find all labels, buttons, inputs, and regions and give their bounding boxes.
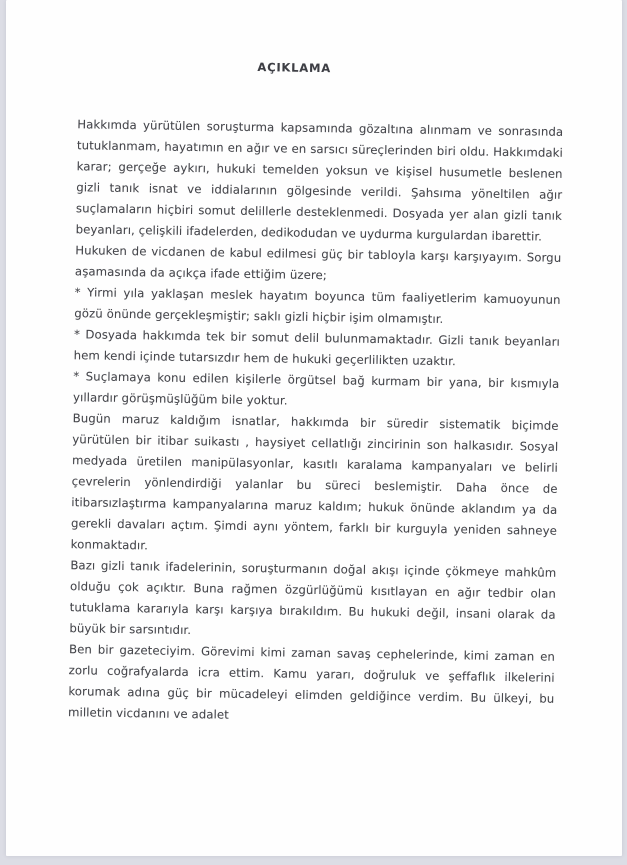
bullet-item: * Suçlamaya konu edilen kişilerle örgütsel bağ kurmam bir yana, bir kısmıyla yıllardır görüşmüşlüğüm bile yoktur. bbox=[72, 369, 560, 408]
bullet-item: * Yirmi yıla yaklaşan meslek hayatım boyunca tüm faaliyetlerim kamuoyunun gözü önünde gerçekleşmiştir; saklı gizli hiçbir işim olmamıştır. bbox=[74, 285, 561, 326]
document-paragraph: Bazı gizli tanık ifadelerinin, soruşturmanın doğal akışı içinde çökmeye mahkûm olduğu çok açıktır. Buna rağmen özgürlüğümü kısıtlayan en ağır tedbir olan tutuklama kararıyla karşı karşıya bırakıldım. Bu hukuki değil, insani olarak da büyük bir sarsıntıdır. bbox=[69, 558, 557, 638]
document-paragraph: Ben bir gazeteciyim. Görevimi kimi zaman savaş cephelerinde, kimi zaman en zorlu coğrafyalarda icra ettim. Kamu yararı, doğruluk ve şeffaflık ilkelerini korumak adına güç bir mücadeleyi elimden geldiğince verdim. Bu ülkeyi, bu milletin vicdanını ve adalet bbox=[67, 642, 556, 722]
bullet-item: * Dosyada hakkımda tek bir somut delil bulunmamaktadır. Gizli tanık beyanları hem kendi içinde tutarsızdır hem de hukuki geçerlilikten uzaktır. bbox=[73, 327, 561, 369]
document-text-block bbox=[68, 0, 565, 731]
document-paragraph: Bugün maruz kaldığım isnatlar, hakkımda bir süredir sistematik biçimde yürütülen bir itibar suikastı , haysiyet cellatlığı zincirinin son halkasıdır. Sosyal medyada üretilen manipülasyonlar, kasıtlı karalama kampanyaları ve belirli çevrelerin yönlendirdiği yalanlar bu süreci beslemiştir. Daha önce de itibarsızlaştırma kampanyalarına maruz kaldım; hukuk önünde aklandım ya da gerekli davaları açtım. Şimdi aynı yöntem, farklı bir kurguyla yeniden sahneye konmaktadır. bbox=[70, 411, 559, 553]
document-paragraph: Hakkımda yürütülen soruşturma kapsamında gözaltına alınmam ve sonrasında tutuklanmam, hayatımın en ağır ve en sarsıcı süreçlerinden biri oldu. Hakkımdaki karar; gerçeğe aykırı, hukuki temelden yoksun ve kişisel husumetle beslenen gizli tanık isnat ve iddialarının gölgesinde verildi. Şahsıma yöneltilen ağır suçlamaların hiçbiri somut delillerle desteklenmedi. Dosyada yer alan gizli tanık beyanları, çelişkili ifadelerden, dedikodudan ve uydurma kurgulardan ibarettir. bbox=[75, 117, 564, 244]
document-paragraph: Hukuken de vicdanen de kabul edilmesi güç bir tabloyla karşı karşıyayım. Sorgu aşamasında da açıkça ifade ettiğim üzere; bbox=[74, 243, 562, 283]
page-title: AÇIKLAMA bbox=[257, 60, 332, 76]
document-page bbox=[6, 0, 622, 856]
